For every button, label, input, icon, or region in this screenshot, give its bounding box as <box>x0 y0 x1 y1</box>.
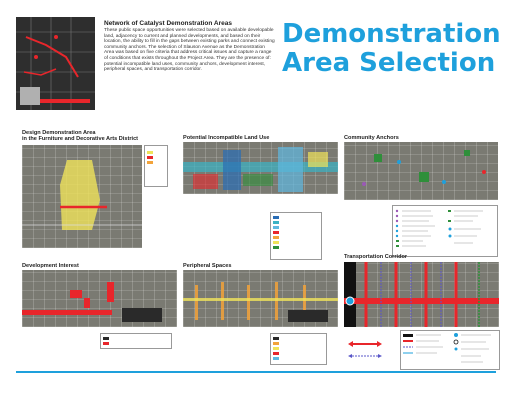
legend-swatch <box>273 337 279 340</box>
incompatible-overlay <box>183 142 338 194</box>
page-title-line2: Area Selection <box>282 48 496 78</box>
anchors-title: Community Anchors <box>344 135 399 141</box>
design-area-title-line1: Design Demonstration Area <box>22 130 96 136</box>
legend-swatch <box>273 231 279 234</box>
legend-swatch <box>273 221 279 224</box>
transport-overlay <box>344 262 499 327</box>
transport-legend <box>400 330 500 370</box>
peripheral-title: Peripheral Spaces <box>183 263 232 269</box>
legend-swatch <box>273 236 279 239</box>
legend-swatch <box>273 347 279 350</box>
design-area-title <box>22 130 138 142</box>
peripheral-map <box>183 270 338 327</box>
legend-swatch <box>273 342 279 345</box>
page-title-line1: Demonstration <box>282 19 501 49</box>
anchors-legend <box>392 205 498 257</box>
anchors-map <box>344 142 498 200</box>
incompatible-title: Potential Incompatible Land Use <box>183 135 270 141</box>
incompatible-map <box>183 142 338 194</box>
development-title: Development Interest <box>22 263 79 269</box>
development-legend <box>100 333 172 349</box>
legend-swatch <box>147 151 153 154</box>
legend-swatch <box>273 226 279 229</box>
page-title <box>282 20 510 78</box>
anchors-legend-graphic <box>393 206 497 256</box>
transport-map <box>344 262 499 327</box>
transport-title: Transportation Corridor <box>344 254 408 260</box>
development-map <box>22 270 177 327</box>
incompatible-legend <box>270 212 322 260</box>
intro-body: These public space opportunities were selected based on available developable land, adjacency to current and planned developments, and based on their location, the ability to fill in the gaps between existing parks and connect existing community anchors. The selection of Slauson Avenue as the Demonstration Area was based on five criteria that address critical issues and capture a range of conditions that exists throughout the Project Area. They are the presence of: potential incompatible land uses, community anchors, development interest, peripheral spaces, and transportation corridor. <box>104 28 275 73</box>
peripheral-overlay <box>183 270 338 327</box>
legend-swatch <box>103 337 109 340</box>
legend-swatch <box>147 156 153 159</box>
legend-swatch <box>273 241 279 244</box>
legend-swatch <box>273 352 279 355</box>
legend-swatch <box>103 342 109 345</box>
transport-legend-graphic <box>401 331 499 369</box>
transport-arrows <box>348 338 398 369</box>
design-area-map <box>22 145 142 248</box>
legend-swatch <box>273 357 279 360</box>
locator-map-graphic <box>16 17 95 110</box>
anchors-overlay <box>344 142 498 200</box>
footer-divider <box>16 371 496 373</box>
legend-swatch <box>273 216 279 219</box>
design-area-title-line2: in the Furniture and Decorative Arts District <box>22 136 139 142</box>
legend-swatch <box>147 161 153 164</box>
locator-map-thumbnail <box>16 17 95 110</box>
design-area-overlay <box>22 145 142 248</box>
legend-swatch <box>273 246 279 249</box>
development-overlay <box>22 270 177 327</box>
intro-heading: Network of Catalyst Demonstration Areas <box>104 20 232 27</box>
transport-arrows-graphic <box>348 338 398 364</box>
design-area-legend <box>144 145 168 187</box>
peripheral-legend <box>270 333 327 365</box>
